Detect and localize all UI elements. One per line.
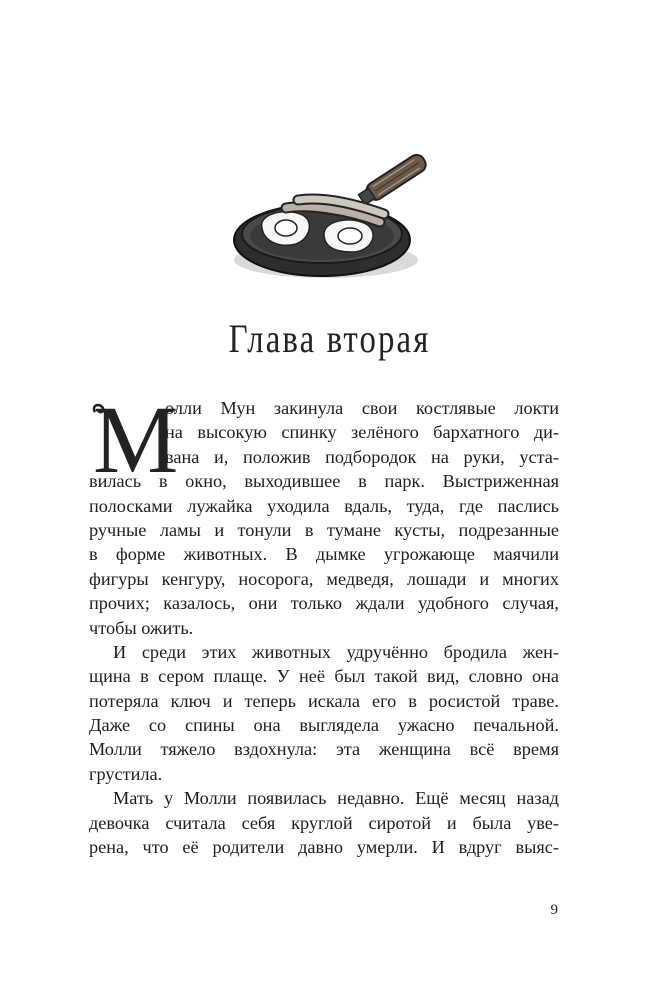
text-line: рена, что её родители давно умерли. И вдруг выяс- [89, 837, 559, 858]
text-line: вилась в окно, выходившее в парк. Выстриженная [89, 471, 559, 492]
text-line: полосками лужайка уходила вдаль, туда, где паслись [89, 495, 559, 516]
text-line: в форме животных. В дымке угрожающе маячили [89, 544, 559, 565]
text-line: И среди этих животных удручённо бродила жен- [113, 641, 559, 662]
text-line: Мать у Молли появилась недавно. Ещё месяц назад [113, 788, 559, 809]
text-line: девочка считала себя круглой сиротой и была уве- [89, 812, 559, 833]
drop-cap-letter: М [93, 386, 179, 493]
text-line: на высокую спинку зелёного бархатного ди- [165, 422, 559, 443]
frying-pan-with-eggs-and-sausages-icon [228, 148, 438, 288]
chapter-text [89, 386, 559, 859]
drop-cap-initial [89, 386, 179, 493]
text-line: ручные ламы и тонули в тумане кусты, подрезанные [89, 519, 559, 540]
text-line: фигуры кенгуру, носорога, медведя, лошади и многих [89, 568, 559, 589]
page-number: 9 [550, 902, 558, 918]
text-line: вана и, положив подбородок на руки, уста- [165, 446, 559, 467]
text-line: грустила. [89, 763, 163, 784]
text-line: Молли тяжело вздохнула: эта женщина всё время [89, 739, 559, 760]
text-line: щина в сером плаще. У неё был такой вид, словно она [89, 666, 559, 687]
text-line: Даже со спины она выглядела ужасно печальной. [89, 715, 559, 736]
text-line: прочих; казалось, они только ждали удобного случая, [89, 593, 559, 614]
text-line: потеряла ключ и теперь искала его в росистой траве. [89, 690, 559, 711]
chapter-title: Глава вторая [228, 316, 431, 361]
text-line: олли Мун закинула свои костлявые локти [165, 398, 559, 418]
frying-pan-illustration [228, 148, 438, 288]
text-line: чтобы ожить. [89, 617, 194, 638]
